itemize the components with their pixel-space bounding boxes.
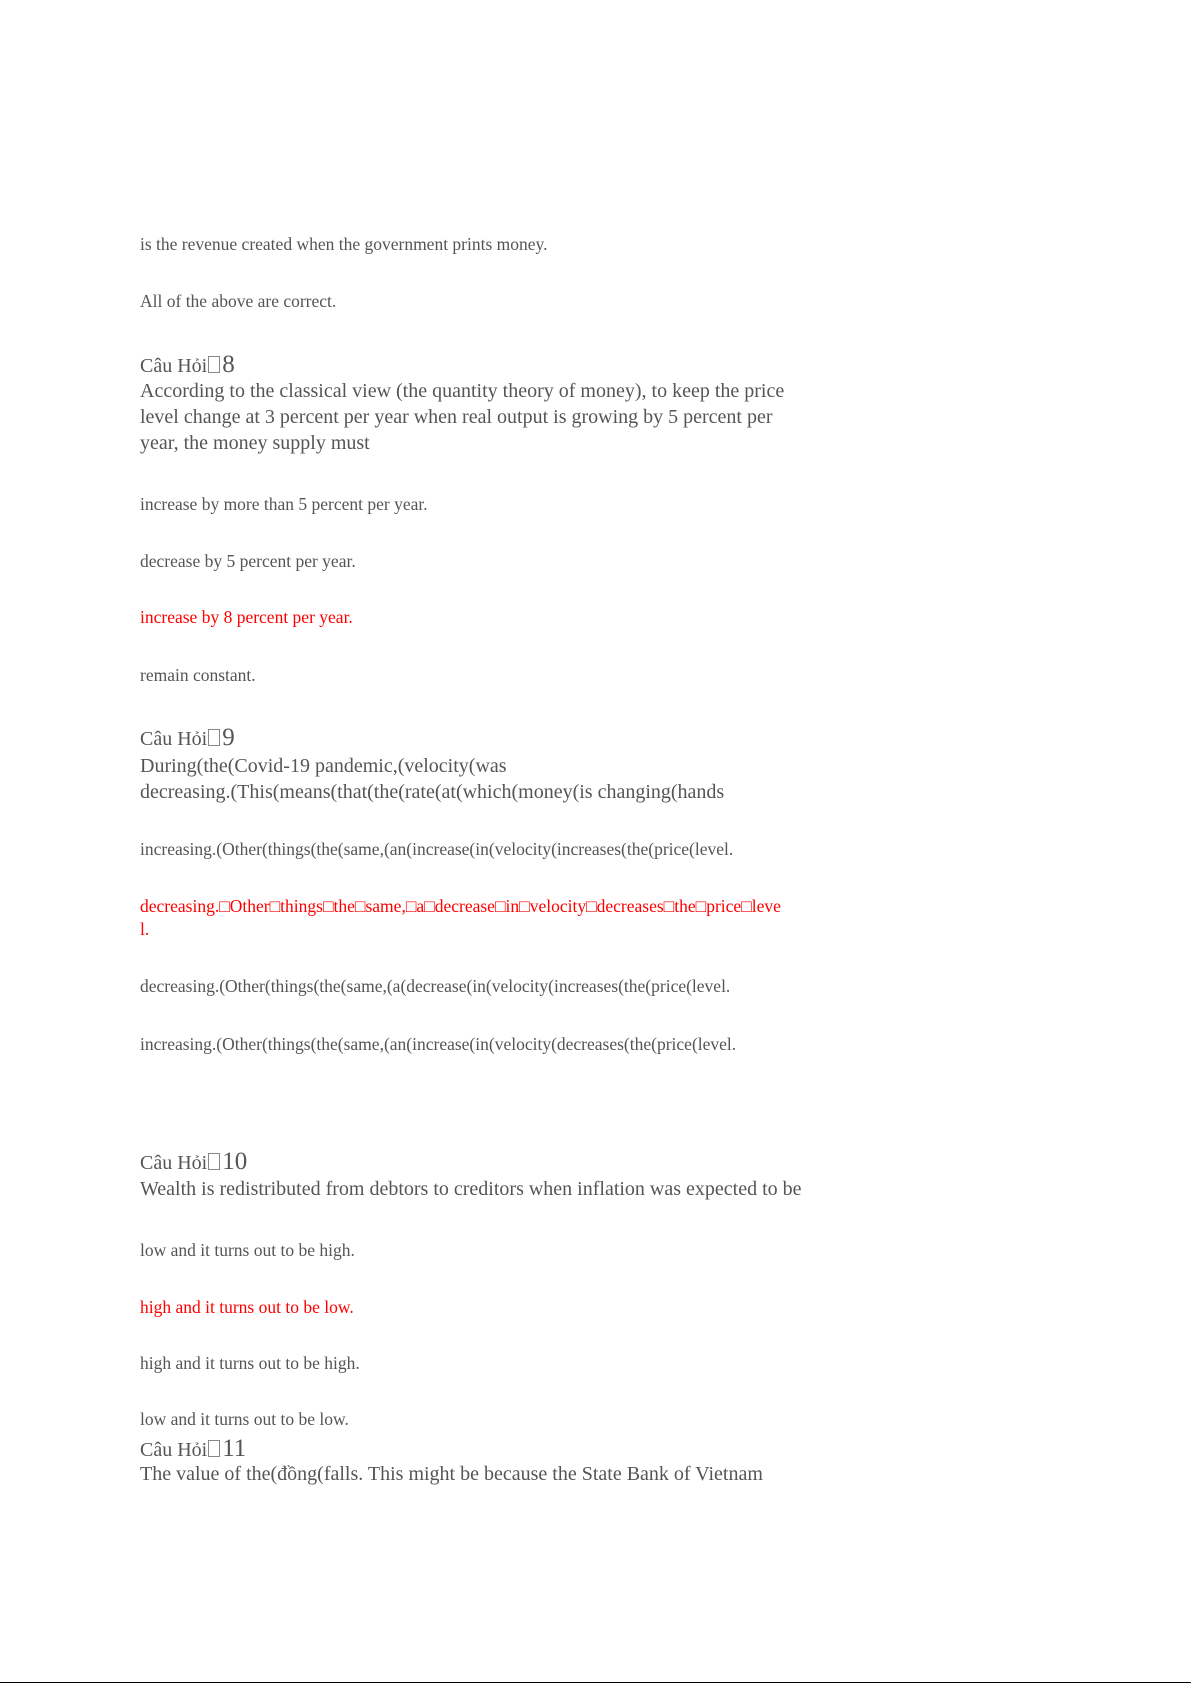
q9-heading — [140, 725, 235, 752]
q7-option-c[interactable]: is the revenue created when the government prints money. — [140, 234, 548, 254]
q10-option-c[interactable]: high and it turns out to be high. — [140, 1353, 360, 1373]
q9-option-b-line-1: decreasing.□Other□things□the□same,□a□decrease□in□velocity□decreases□the□price□leve — [140, 896, 781, 916]
q9-text-line-2: decreasing.(This(means(that(the(rate(at(which(money(is changing(hands — [140, 781, 725, 803]
q10-heading — [140, 1149, 247, 1176]
q9-option-c[interactable]: decreasing.(Other(things(the(same,(a(decrease(in(velocity(increases(the(price(level. — [140, 976, 731, 996]
missing-glyph-icon — [208, 729, 220, 746]
q8-option-d[interactable]: remain constant. — [140, 665, 256, 685]
page-bottom-rule — [0, 1682, 1191, 1683]
question-number: 11 — [222, 1435, 247, 1462]
q9-text-line-1: During(the(Covid-19 pandemic,(velocity(was — [140, 755, 507, 777]
question-number: 8 — [222, 351, 235, 378]
question-number: 10 — [222, 1148, 248, 1175]
q7-option-d[interactable]: All of the above are correct. — [140, 291, 337, 311]
missing-glyph-icon — [208, 356, 220, 373]
q9-option-d[interactable]: increasing.(Other(things(the(same,(an(increase(in(velocity(decreases(the(price(level. — [140, 1034, 737, 1054]
q8-heading — [140, 352, 235, 379]
q8-text-line-1: According to the classical view (the quantity theory of money), to keep the price — [140, 380, 785, 402]
q9-option-b-line-2: l. — [140, 919, 150, 939]
q10-option-d[interactable]: low and it turns out to be low. — [140, 1409, 349, 1429]
question-label: Câu Hỏi — [140, 355, 208, 377]
q11-heading — [140, 1436, 246, 1463]
missing-glyph-icon — [208, 1440, 220, 1457]
question-number: 9 — [222, 724, 235, 751]
q10-text-line-1: Wealth is redistributed from debtors to creditors when inflation was expected to be — [140, 1178, 802, 1200]
q11-text — [140, 1461, 860, 1487]
q9-option-a[interactable]: increasing.(Other(things(the(same,(an(increase(in(velocity(increases(the(price(level. — [140, 839, 734, 859]
q8-option-c-correct[interactable]: increase by 8 percent per year. — [140, 607, 353, 627]
question-label: Câu Hỏi — [140, 1439, 208, 1461]
q10-text — [140, 1176, 860, 1202]
q11-text-line-1: The value of the(đồng(falls. This might be because the State Bank of Vietnam — [140, 1463, 763, 1485]
question-label: Câu Hỏi — [140, 728, 208, 750]
q9-option-b-correct[interactable] — [140, 895, 781, 941]
missing-glyph-icon — [208, 1153, 220, 1170]
q8-text-line-2: level change at 3 percent per year when real output is growing by 5 percent per — [140, 406, 773, 428]
q8-text-line-3: year, the money supply must — [140, 432, 370, 454]
q10-option-b-correct[interactable]: high and it turns out to be low. — [140, 1297, 354, 1317]
q8-option-a[interactable]: increase by more than 5 percent per year. — [140, 494, 428, 514]
question-label: Câu Hỏi — [140, 1152, 208, 1174]
q8-option-b[interactable]: decrease by 5 percent per year. — [140, 551, 356, 571]
q10-option-a[interactable]: low and it turns out to be high. — [140, 1240, 355, 1260]
q9-text — [140, 753, 860, 805]
q8-text — [140, 378, 860, 456]
